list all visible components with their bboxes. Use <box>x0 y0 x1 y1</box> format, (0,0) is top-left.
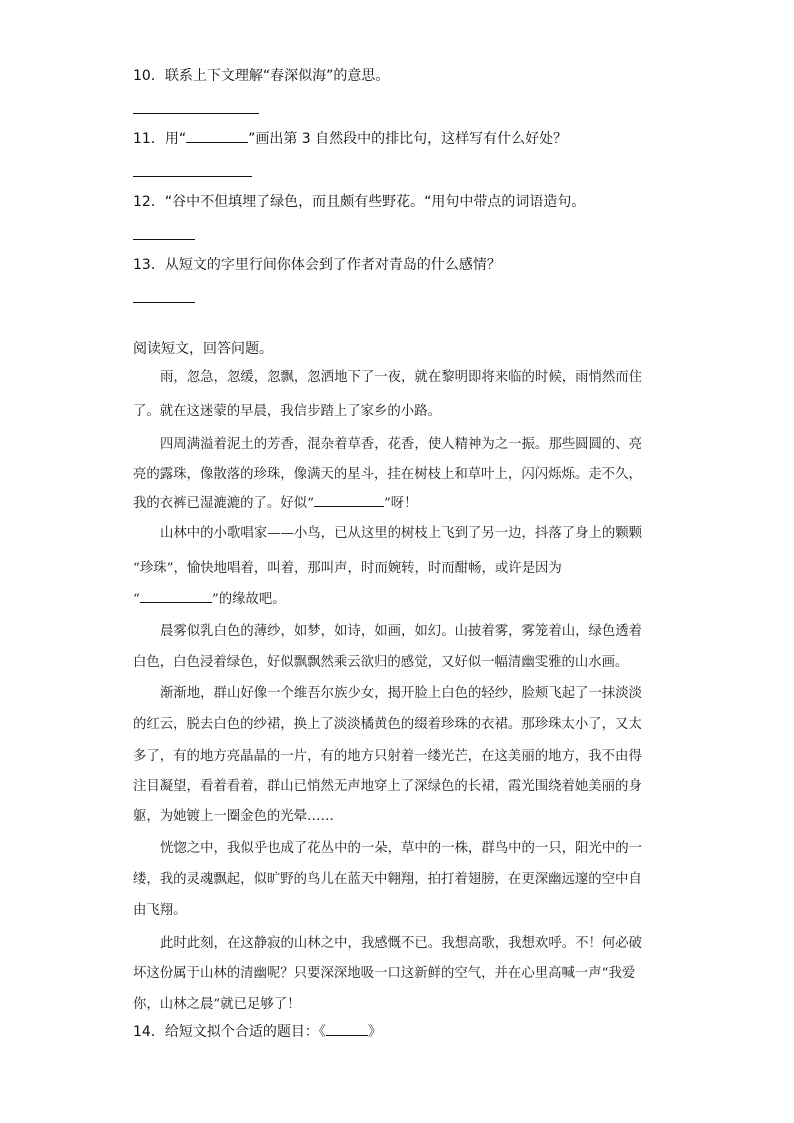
question-12: 12．“谷中不但填埋了绿色，而且颇有些野花。“用句中带点的词语造句。 <box>133 194 586 210</box>
answer-line-11[interactable] <box>133 176 252 177</box>
passage-line: “珍珠”，愉快地唱着，叫着，那叫声，时而婉转，时而酣畅，或许是因为 <box>133 561 562 576</box>
answer-line-13[interactable] <box>133 302 195 303</box>
passage-line: 躯，为她镀上一圈金色的光晕…… <box>133 809 334 824</box>
question-14-suffix: 》 <box>367 1024 382 1040</box>
question-14-prefix: 14．给短文拟个合适的题目：《 <box>133 1024 326 1040</box>
passage-line: 白色，白色浸着绿色，好似飘飘然乘云欲归的感觉，又好似一幅清幽雯雅的山水画。 <box>133 655 629 670</box>
question-13: 13．从短文的字里行间你体会到了作者对青岛的什么感情？ <box>133 257 501 273</box>
passage-line: 恍惚之中，我似乎也成了花丛中的一朵，草中的一株，群鸟中的一只，阳光中的一 <box>160 841 643 856</box>
passage-line: 坏这份属于山林的清幽呢？只要深深地吸一口这新鲜的空气，并在心里高喊一声“我爱 <box>133 966 636 981</box>
passage-text: “ <box>133 592 140 607</box>
answer-line-12[interactable] <box>133 239 195 240</box>
passage-line: 四周满溢着泥土的芳香，混杂着草香，花香，使人精神为之一振。那些圆圆的、亮 <box>160 437 643 452</box>
passage-line: 渐渐地，群山好像一个维吾尔族少女，揭开脸上白色的轻纱，脸颊飞起了一抹淡淡 <box>160 686 643 701</box>
passage-line: 此时此刻，在这静寂的山林之中，我感慨不已。我想高歌，我想欢呼。不！何必破 <box>160 936 643 951</box>
passage-line: 山林中的小歌唱家——小鸟，已从这里的树枝上飞到了另一边，抖落了身上的颗颗 <box>160 526 643 541</box>
passage-text: ”呀！ <box>383 496 418 511</box>
passage-line: 由飞翔。 <box>133 903 187 918</box>
title-blank[interactable] <box>326 1023 368 1036</box>
underline-blank <box>186 130 248 143</box>
passage-line: 你，山林之晨”就已足够了！ <box>133 997 301 1012</box>
passage-line: 亮的露珠，像散落的珍珠，像满天的星斗，挂在树枝上和草叶上，闪闪烁烁。走不久， <box>133 467 642 482</box>
question-14 <box>133 1022 382 1042</box>
passage-line: 缕，我的灵魂飘起，似旷野的鸟儿在蓝天中翱翔，拍打着翅膀，在更深幽远邃的空中自 <box>133 872 642 887</box>
passage-line: 注目凝望，看着看着，群山已悄然无声地穿上了深绿色的长裙，霞光围绕着她美丽的身 <box>133 779 642 794</box>
question-11-prefix: 11．用“ <box>133 131 187 147</box>
reading-instruction: 阅读短文，回答问题。 <box>133 341 273 357</box>
answer-line-10[interactable] <box>133 113 259 114</box>
passage-line <box>133 492 418 511</box>
passage-line: 多了，有的地方亮晶晶的一片，有的地方只射着一缕光芒，在这美丽的地方，我不由得 <box>133 749 642 764</box>
fill-blank[interactable] <box>140 590 212 603</box>
fill-blank[interactable] <box>314 494 384 507</box>
passage-line: 的红云，脱去白色的纱裙，换上了淡淡橘黄色的缀着珍珠的衣裙。那珍珠太小了，又太 <box>133 717 642 732</box>
passage-text: ”的缘故吧。 <box>211 592 286 607</box>
question-10: 10．联系上下文理解“春深似海”的意思。 <box>133 68 390 84</box>
passage-line: 了。就在这迷蒙的早晨，我信步踏上了家乡的小路。 <box>133 404 441 419</box>
passage-line: 晨雾似乳白色的薄纱，如梦，如诗，如画，如幻。山披着雾，雾笼着山，绿色透着 <box>160 624 643 639</box>
passage-line <box>133 588 286 607</box>
question-11 <box>133 129 567 149</box>
passage-text: 我的衣裤已湿漉漉的了。好似“ <box>133 496 314 511</box>
passage-line: 雨，忽急，忽缓，忽飘，忽洒地下了一夜，就在黎明即将来临的时候，雨悄然而住 <box>160 370 643 385</box>
question-11-suffix: ”画出第 3 自然段中的排比句，这样写有什么好处？ <box>248 131 568 147</box>
